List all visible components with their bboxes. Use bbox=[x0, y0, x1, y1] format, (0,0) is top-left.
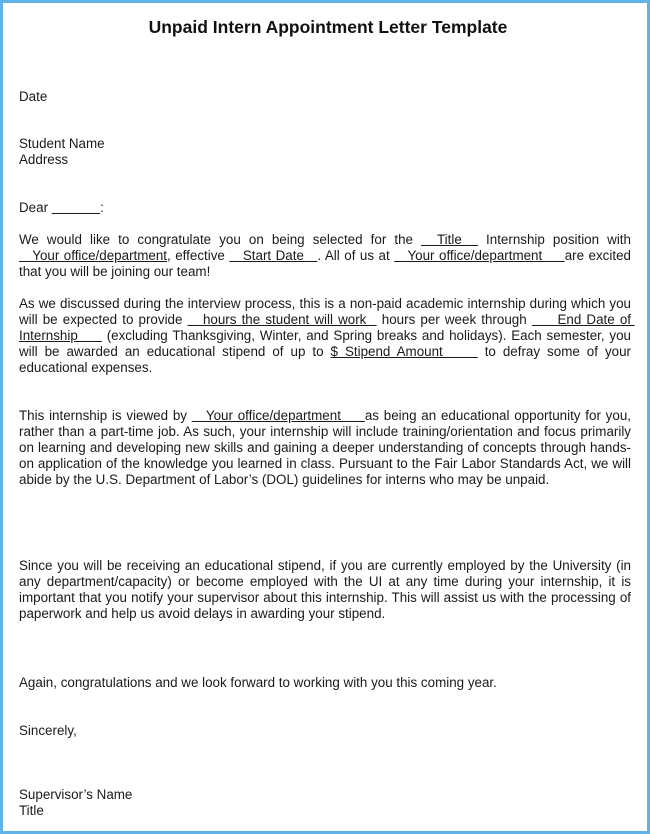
paragraph-educational-opportunity bbox=[19, 408, 631, 488]
supervisor-title-field: Title bbox=[19, 803, 44, 818]
office-blank: Your office/department bbox=[191, 408, 365, 423]
salutation-prefix: Dear bbox=[19, 200, 52, 215]
salutation-suffix: : bbox=[100, 200, 104, 215]
hours-blank: hours the student will work bbox=[187, 312, 377, 327]
address-field: Address bbox=[19, 152, 69, 167]
end-date-blank: End Date of Internship bbox=[19, 312, 635, 343]
p1-text-2: Internship position with bbox=[477, 232, 631, 247]
start-date-blank: Start Date bbox=[229, 248, 318, 263]
p3-text-1: This internship is viewed by bbox=[19, 408, 192, 423]
supervisor-name-field: Supervisor’s Name bbox=[19, 787, 133, 802]
salutation bbox=[19, 200, 104, 216]
recipient-blank bbox=[52, 200, 100, 215]
closing: Sincerely, bbox=[19, 723, 77, 738]
p2-text-3: (excluding Thanksgiving, Winter, and Spring breaks and holidays). Each semester, you will be awarded an educational stipend of up to bbox=[19, 328, 631, 359]
paragraph-internship-terms bbox=[19, 296, 635, 376]
paragraph-congratulations bbox=[19, 232, 631, 280]
paragraph-stipend-notice: Since you will be receiving an educational stipend, if you are currently employed by the University (in any department/capacity) or become employed with the UI at any time during your internship, it is important that you notify your supervisor about this internship. This will assist us with the processing of paperwork and help us avoid delays in awarding your stipend. bbox=[19, 558, 631, 621]
p2-text-2: hours per week through bbox=[376, 312, 532, 327]
date-field: Date bbox=[19, 89, 48, 104]
letter-title: Unpaid Intern Appointment Letter Template bbox=[148, 17, 508, 37]
office-blank: Your office/department bbox=[19, 248, 168, 263]
title-blank: Title bbox=[421, 232, 478, 247]
p3-text-2: as being an educational opportunity for you, rather than a part-time job. As such, your internship will include training/orientation and focus primarily on learning and developing new skills and gaining a deeper understanding of concepts through hands-on application of the knowledge you learned in class. Pursuant to the Fair Labor Standards Act, we will abide by the U.S. Department of Labor’s (DOL) guidelines for interns who may be unpaid. bbox=[19, 408, 631, 487]
stipend-amount-blank: $ Stipend Amount bbox=[330, 344, 478, 359]
p1-text-3: , effective bbox=[167, 248, 230, 263]
p2-text-1: As we discussed during the interview process, this is a non-paid academic internship during which you will be expected to provide bbox=[19, 296, 631, 327]
p1-text-1: We would like to congratulate you on being selected for the bbox=[19, 232, 422, 247]
office-blank: Your office/department bbox=[394, 248, 565, 263]
p1-text-5: are excited that you will be joining our team! bbox=[19, 248, 631, 279]
p1-text-4: . All of us at bbox=[317, 248, 395, 263]
p2-text-4: to defray some of your educational expenses. bbox=[19, 344, 631, 375]
student-name-field: Student Name bbox=[19, 136, 105, 151]
paragraph-closing-remark: Again, congratulations and we look forward to working with you this coming year. bbox=[19, 675, 497, 690]
